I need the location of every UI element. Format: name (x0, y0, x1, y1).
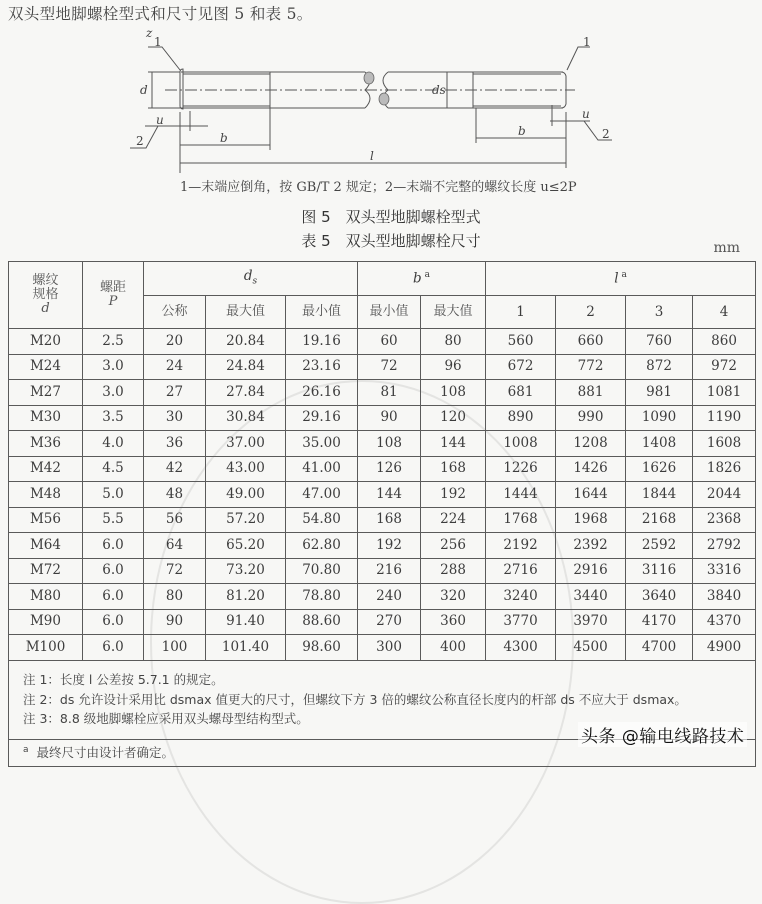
table-cell: 2592 (626, 533, 693, 559)
table-cell: 1844 (626, 482, 693, 508)
table-cell: 4500 (556, 635, 626, 661)
table-cell: 81.20 (206, 584, 286, 610)
callout-1-left: 1 (154, 35, 162, 49)
table-cell: 168 (358, 507, 421, 533)
table-cell: 60 (358, 329, 421, 355)
table-row (9, 533, 756, 559)
table-cell: M42 (9, 456, 83, 482)
table-cell: 2792 (693, 533, 756, 559)
table-cell: 64 (144, 533, 206, 559)
table-cell: 4300 (486, 635, 556, 661)
table-cell: 26.16 (286, 380, 358, 406)
table-cell: 320 (421, 584, 486, 610)
table-cell: 100 (144, 635, 206, 661)
table-cell: 5.0 (83, 482, 144, 508)
label-u-left: u (156, 113, 164, 127)
table-cell: 216 (358, 558, 421, 584)
table-cell: 860 (693, 329, 756, 355)
source-watermark: 头条 @输电线路技术 (578, 722, 747, 747)
table-cell: 890 (486, 405, 556, 431)
table-cell: 27 (144, 380, 206, 406)
callout-2-right: 2 (602, 127, 610, 141)
table-cell: 36 (144, 431, 206, 457)
table-row (9, 558, 756, 584)
label-z: z (146, 28, 153, 40)
table-cell: 192 (358, 533, 421, 559)
table-cell: 660 (556, 329, 626, 355)
table-cell: 872 (626, 354, 693, 380)
table-cell: M80 (9, 584, 83, 610)
table-cell: 224 (421, 507, 486, 533)
table-cell: 3.5 (83, 405, 144, 431)
table-cell: 30 (144, 405, 206, 431)
callout-1-right: 1 (583, 35, 591, 49)
table-cell: 168 (421, 456, 486, 482)
header-ds-min: 最小值 (286, 296, 358, 329)
table-cell: 3240 (486, 584, 556, 610)
table-cell: 2044 (693, 482, 756, 508)
table-title: 表 5 双头型地脚螺栓尺寸 (301, 232, 481, 250)
table-row (9, 507, 756, 533)
table-cell: 681 (486, 380, 556, 406)
header-ds: $d_s$ (144, 262, 358, 296)
table-cell: 772 (556, 354, 626, 380)
table-cell: 192 (421, 482, 486, 508)
table-cell: 1768 (486, 507, 556, 533)
table-cell: 1008 (486, 431, 556, 457)
table-cell: 360 (421, 609, 486, 635)
footnote-text: 最终尺寸由设计者确定。 (36, 744, 175, 760)
table-cell: 672 (486, 354, 556, 380)
table-cell: 3116 (626, 558, 693, 584)
table-cell: 24.84 (206, 354, 286, 380)
table-cell: 1081 (693, 380, 756, 406)
table-cell: 41.00 (286, 456, 358, 482)
callout-2-left: 2 (136, 134, 144, 148)
table-cell: 3770 (486, 609, 556, 635)
table-cell: 4900 (693, 635, 756, 661)
table-cell: 990 (556, 405, 626, 431)
table-cell: 256 (421, 533, 486, 559)
label-b-right: b (518, 124, 526, 138)
table-cell: 120 (421, 405, 486, 431)
table-cell: M24 (9, 354, 83, 380)
table-cell: 1444 (486, 482, 556, 508)
table-cell: 400 (421, 635, 486, 661)
table-cell: 4170 (626, 609, 693, 635)
table-cell: 144 (421, 431, 486, 457)
table-cell: 2916 (556, 558, 626, 584)
header-l-4: 4 (693, 296, 756, 329)
table-cell: 3440 (556, 584, 626, 610)
label-l: l (370, 149, 374, 163)
table-cell: 27.84 (206, 380, 286, 406)
table-cell: 62.80 (286, 533, 358, 559)
table-cell: M72 (9, 558, 83, 584)
table-cell: 3.0 (83, 380, 144, 406)
note-3: 注 3：8.8 级地脚螺栓应采用双头螺母型结构型式。 (23, 711, 309, 727)
table-cell: 1626 (626, 456, 693, 482)
table-cell: 56 (144, 507, 206, 533)
table-cell: 96 (421, 354, 486, 380)
table-cell: 760 (626, 329, 693, 355)
label-u-right: u (582, 107, 590, 121)
header-thread-spec: 螺纹 规格 d (9, 262, 83, 329)
table-cell: 91.40 (206, 609, 286, 635)
table-cell: 2168 (626, 507, 693, 533)
table-cell: 4370 (693, 609, 756, 635)
header-l-2: 2 (556, 296, 626, 329)
table-cell: 57.20 (206, 507, 286, 533)
table-cell: 1090 (626, 405, 693, 431)
footnote-mark: a (23, 744, 29, 755)
table-cell: 1190 (693, 405, 756, 431)
table-cell: 48 (144, 482, 206, 508)
figure-title: 图 5 双头型地脚螺栓型式 (301, 208, 481, 226)
table-cell: 20.84 (206, 329, 286, 355)
table-cell: 4.0 (83, 431, 144, 457)
table-cell: 288 (421, 558, 486, 584)
table-cell: 80 (144, 584, 206, 610)
table-row (9, 609, 756, 635)
table-row (9, 431, 756, 457)
table-cell: 20 (144, 329, 206, 355)
table-row (9, 380, 756, 406)
header-l: l $^a$ (486, 262, 756, 296)
table-cell: 70.80 (286, 558, 358, 584)
table-cell: 1226 (486, 456, 556, 482)
table-cell: 4700 (626, 635, 693, 661)
table-row (9, 329, 756, 355)
table-cell: 5.5 (83, 507, 144, 533)
table-cell: 6.0 (83, 584, 144, 610)
table-cell: 3316 (693, 558, 756, 584)
header-ds-nominal: 公称 (144, 296, 206, 329)
table-cell: 300 (358, 635, 421, 661)
table-row (9, 456, 756, 482)
table-cell: 80 (421, 329, 486, 355)
table-cell: 126 (358, 456, 421, 482)
table-row (9, 482, 756, 508)
table-cell: 6.0 (83, 635, 144, 661)
table-cell: 78.80 (286, 584, 358, 610)
table-cell: 1826 (693, 456, 756, 482)
label-d: d (140, 83, 148, 97)
unit-label: mm (713, 240, 740, 256)
table-cell: 73.20 (206, 558, 286, 584)
table-cell: M56 (9, 507, 83, 533)
table-cell: M36 (9, 431, 83, 457)
table-row (9, 584, 756, 610)
table-cell: 90 (358, 405, 421, 431)
header-l-3: 3 (626, 296, 693, 329)
table-body (9, 329, 756, 661)
note-1: 注 1：长度 l 公差按 5.7.1 的规定。 (23, 672, 224, 688)
table-cell: 23.16 (286, 354, 358, 380)
table-cell: 2392 (556, 533, 626, 559)
table-cell: 1408 (626, 431, 693, 457)
table-cell: 3970 (556, 609, 626, 635)
table-cell: 6.0 (83, 558, 144, 584)
header-b: b $^a$ (358, 262, 486, 296)
table-row (9, 405, 756, 431)
header-l-1: 1 (486, 296, 556, 329)
table-cell: M90 (9, 609, 83, 635)
header-b-min: 最小值 (358, 296, 421, 329)
table-row (9, 635, 756, 661)
table-cell: 3640 (626, 584, 693, 610)
table-cell: M20 (9, 329, 83, 355)
table-cell: 42 (144, 456, 206, 482)
table-cell: 2.5 (83, 329, 144, 355)
table-cell: 101.40 (206, 635, 286, 661)
table-cell: 3.0 (83, 354, 144, 380)
table-cell: 3840 (693, 584, 756, 610)
table-cell: M27 (9, 380, 83, 406)
anchor-bolt-dimension-table (8, 261, 756, 767)
table-cell: M48 (9, 482, 83, 508)
table-cell: 560 (486, 329, 556, 355)
table-cell: 88.60 (286, 609, 358, 635)
header-pitch: 螺距 P (83, 262, 144, 329)
table-cell: 90 (144, 609, 206, 635)
table-cell: 19.16 (286, 329, 358, 355)
figure-legend: 1—末端应倒角，按 GB/T 2 规定；2—末端不完整的螺纹长度 u≤2P (180, 180, 577, 195)
intro-text: 双头型地脚螺栓型式和尺寸见图 5 和表 5。 (8, 5, 313, 23)
table-cell: 1644 (556, 482, 626, 508)
table-cell: 881 (556, 380, 626, 406)
table-cell: 972 (693, 354, 756, 380)
table-row (9, 354, 756, 380)
table-cell: 98.60 (286, 635, 358, 661)
note-2: 注 2：ds 允许设计采用比 dsmax 值更大的尺寸，但螺纹下方 3 倍的螺纹公称直径长度内的杆部 ds 不应大于 dsmax。 (23, 691, 687, 707)
table-cell: 47.00 (286, 482, 358, 508)
table-cell: 2716 (486, 558, 556, 584)
table-cell: 2368 (693, 507, 756, 533)
table-cell: 6.0 (83, 609, 144, 635)
table-cell: 35.00 (286, 431, 358, 457)
label-ds: ds (432, 83, 446, 97)
anchor-bolt-drawing (120, 28, 620, 198)
table-cell: 1426 (556, 456, 626, 482)
table-cell: M100 (9, 635, 83, 661)
table-cell: 30.84 (206, 405, 286, 431)
table-cell: 240 (358, 584, 421, 610)
table-cell: 270 (358, 609, 421, 635)
table-cell: 108 (421, 380, 486, 406)
table-cell: 1968 (556, 507, 626, 533)
table-cell: 144 (358, 482, 421, 508)
table-cell: 2192 (486, 533, 556, 559)
table-cell: 29.16 (286, 405, 358, 431)
table-cell: 37.00 (206, 431, 286, 457)
table-cell: 1208 (556, 431, 626, 457)
table-cell: 81 (358, 380, 421, 406)
table-cell: 54.80 (286, 507, 358, 533)
label-b-left: b (220, 131, 228, 145)
header-b-max: 最大值 (421, 296, 486, 329)
table-cell: 72 (144, 558, 206, 584)
header-row-1 (9, 262, 756, 296)
table-cell: 49.00 (206, 482, 286, 508)
table-cell: 24 (144, 354, 206, 380)
header-ds-max: 最大值 (206, 296, 286, 329)
table-cell: M64 (9, 533, 83, 559)
table-cell: 6.0 (83, 533, 144, 559)
table-cell: M30 (9, 405, 83, 431)
table-cell: 981 (626, 380, 693, 406)
table-cell: 4.5 (83, 456, 144, 482)
table-cell: 108 (358, 431, 421, 457)
table-cell: 65.20 (206, 533, 286, 559)
table-cell: 72 (358, 354, 421, 380)
table-cell: 43.00 (206, 456, 286, 482)
table-cell: 1608 (693, 431, 756, 457)
